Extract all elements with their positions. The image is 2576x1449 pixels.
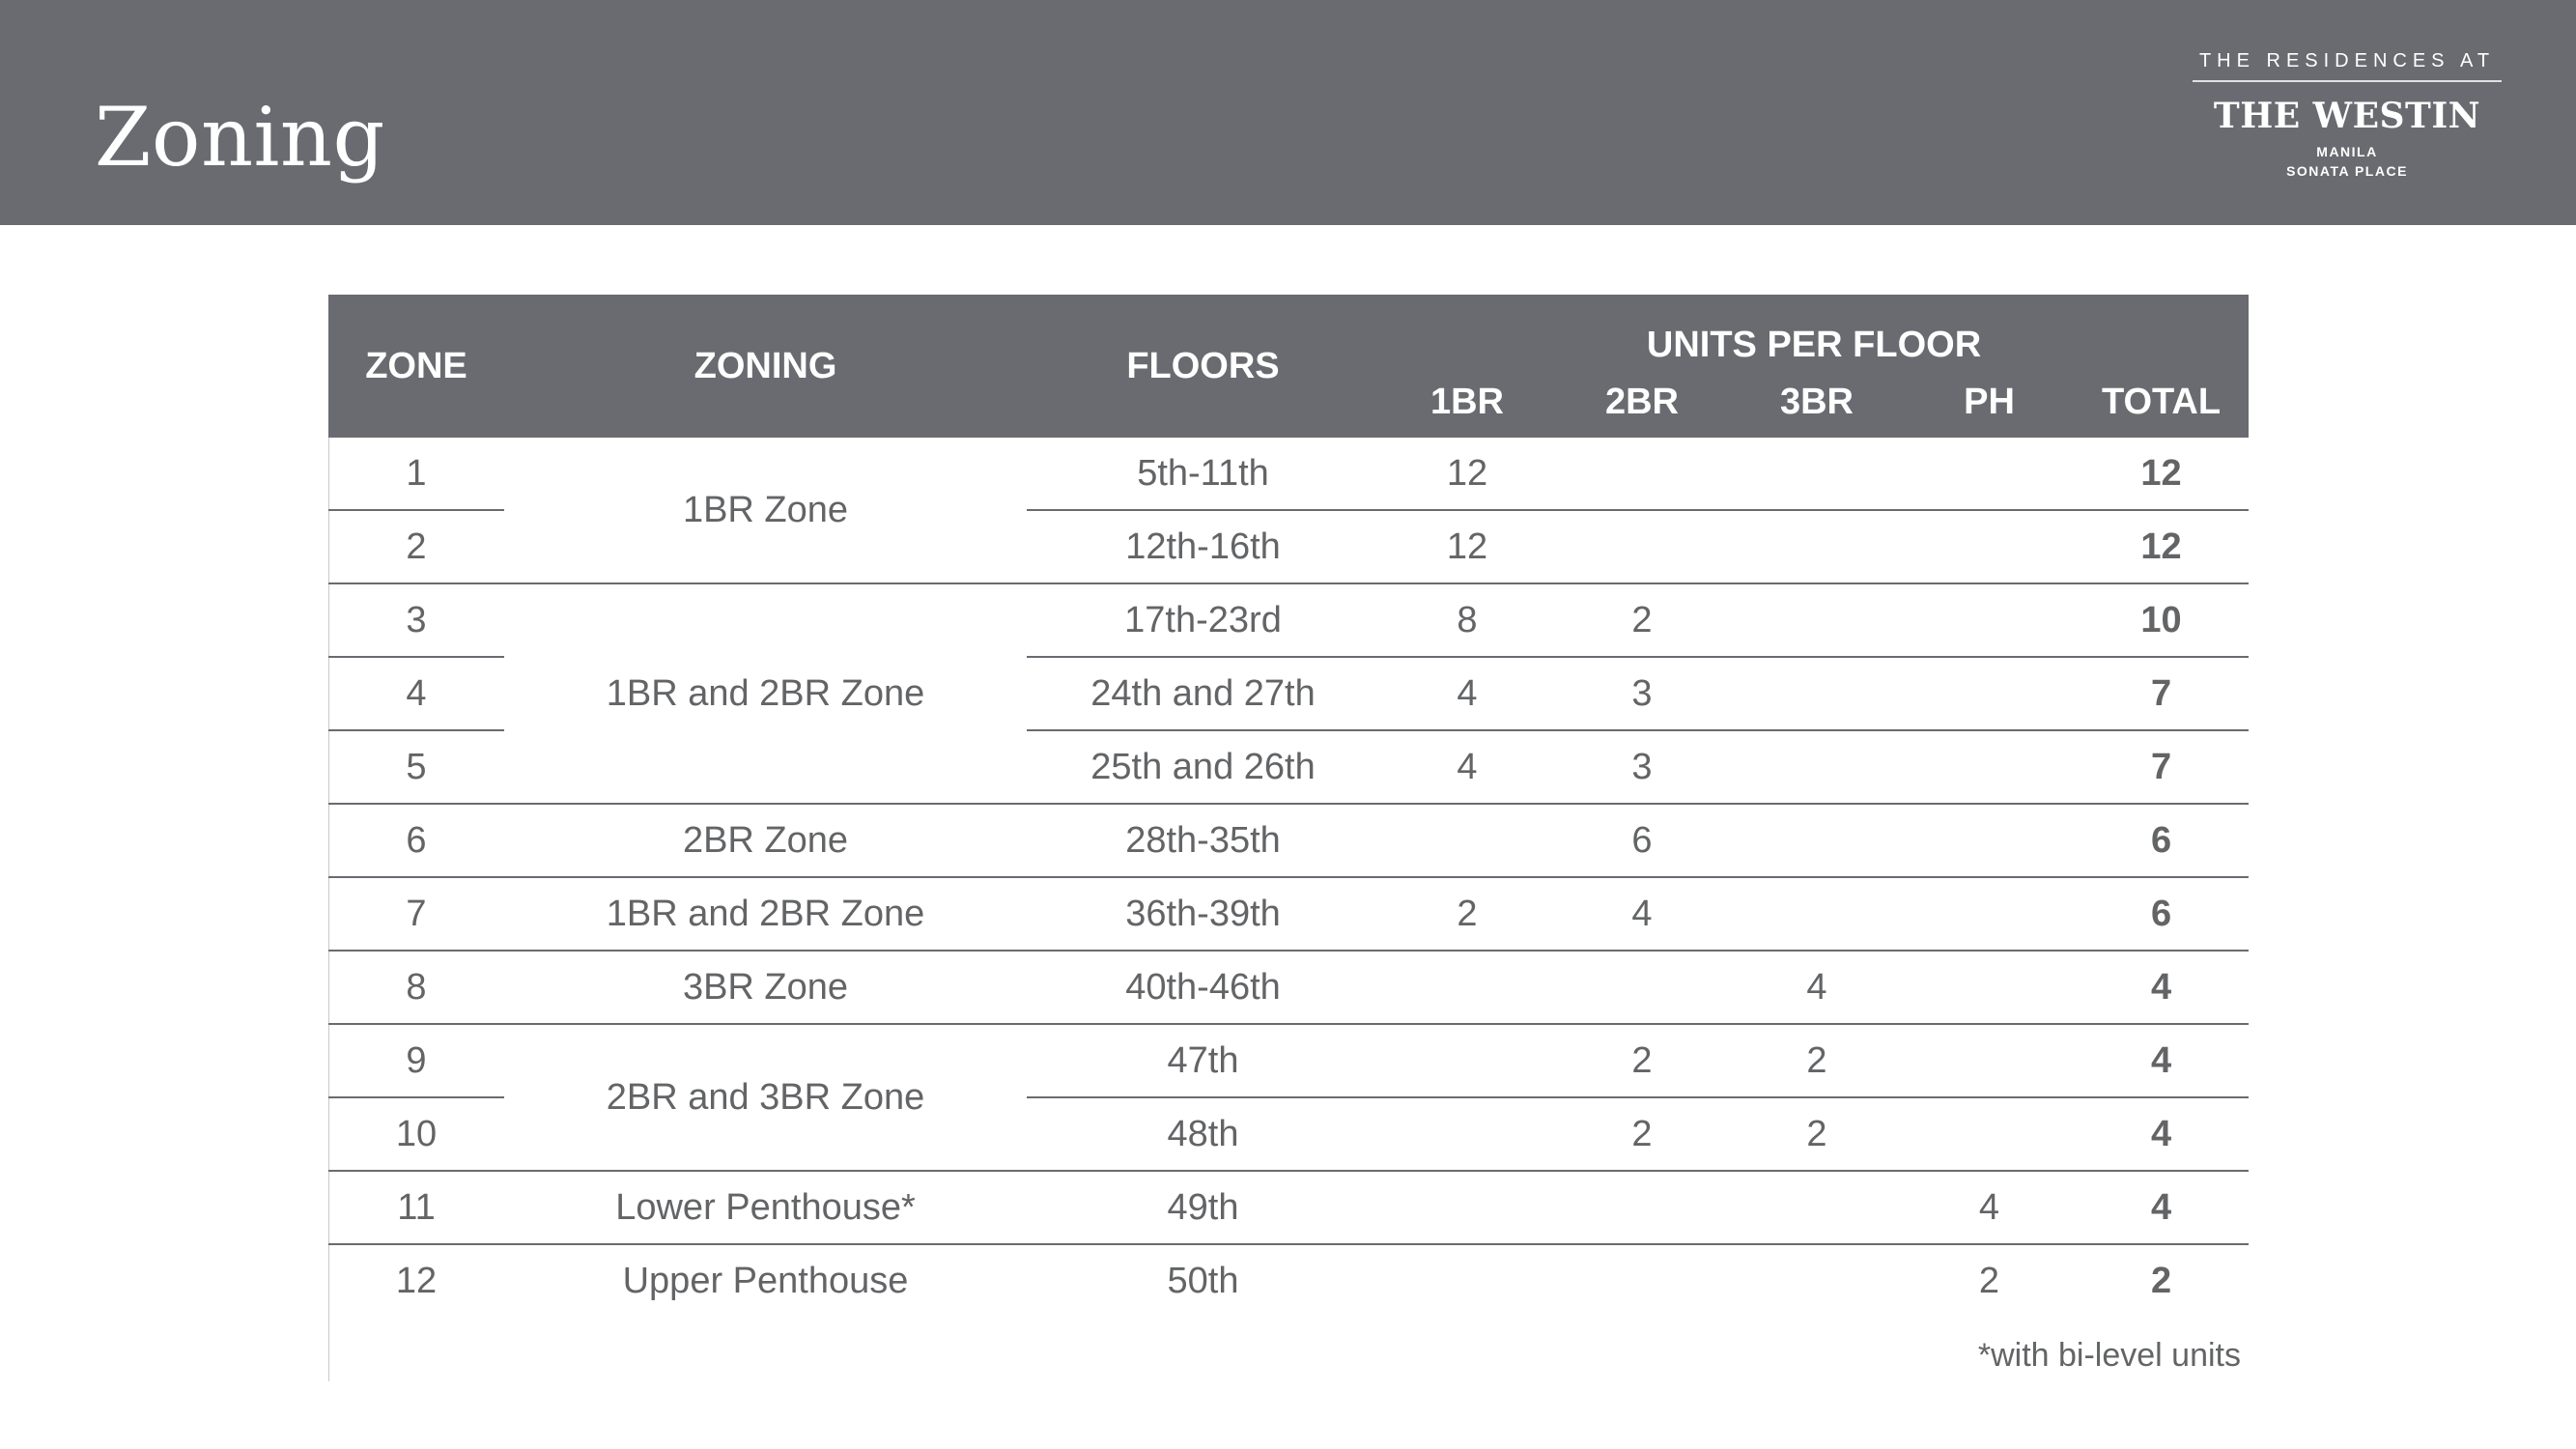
cell-ph	[1905, 804, 2074, 877]
cell-ph	[1905, 1097, 2074, 1171]
cell-zoning: Lower Penthouse*	[504, 1171, 1027, 1244]
logo-top-line: THE RESIDENCES AT	[2193, 50, 2502, 82]
cell-ph	[1905, 730, 2074, 804]
cell-ph: 2	[1978, 1260, 2000, 1301]
cell-1br	[1379, 951, 1555, 1024]
cell-3br: 2	[1729, 1024, 1905, 1097]
cell-2br	[1555, 1244, 1729, 1317]
cell-2br	[1555, 951, 1729, 1024]
cell-1br	[1379, 1171, 1555, 1244]
cell-2br: 3	[1555, 657, 1729, 730]
cell-floors: 5th-11th	[1027, 438, 1379, 510]
cell-ph	[1905, 1024, 2074, 1097]
cell-3br	[1729, 1244, 1905, 1317]
cell-zoning: 1BR Zone	[504, 438, 1027, 583]
cell-3br	[1729, 583, 1905, 657]
cell-2br: 2	[1555, 583, 1729, 657]
cell-1br: 2	[1379, 877, 1555, 951]
cell-1br: 12	[1379, 438, 1555, 510]
cell-total: 12	[2074, 510, 2249, 583]
cell-zone: 12	[395, 1260, 438, 1301]
page-title: Zoning	[95, 90, 385, 185]
cell-2br: 6	[1555, 804, 1729, 877]
cell-3br: 4	[1729, 951, 1905, 1024]
cell-total: 4	[2074, 1024, 2249, 1097]
cell-3br: 2	[1729, 1097, 1905, 1171]
cell-floors: 12th-16th	[1027, 510, 1379, 583]
cell-zoning: 3BR Zone	[504, 951, 1027, 1024]
cell-2br: 3	[1555, 730, 1729, 804]
header-ph: PH	[1905, 366, 2074, 438]
zoning-table	[328, 295, 2249, 1317]
cell-zone: 4	[328, 657, 504, 730]
cell-2br	[1555, 438, 1729, 510]
cell-2br: 2	[1555, 1097, 1729, 1171]
cell-1br	[1379, 1097, 1555, 1171]
table-row	[328, 1244, 2249, 1317]
cell-1br: 4	[1379, 730, 1555, 804]
cell-floors: 24th and 27th	[1027, 657, 1379, 730]
cell-zone: 6	[328, 804, 504, 877]
cell-total: 4	[2074, 951, 2249, 1024]
header-2br: 2BR	[1555, 366, 1729, 438]
cell-3br	[1729, 1171, 1905, 1244]
cell-zoning: 1BR and 2BR Zone	[504, 583, 1027, 804]
cell-zone: 1	[328, 438, 504, 510]
cell-1br	[1379, 804, 1555, 877]
cell-floors: 17th-23rd	[1027, 583, 1379, 657]
cell-total: 4	[2074, 1097, 2249, 1171]
table-row	[328, 1024, 2249, 1097]
cell-ph	[1905, 951, 2074, 1024]
header-total: TOTAL	[2074, 366, 2249, 438]
cell-floors: 47th	[1027, 1024, 1379, 1097]
cell-1br: 12	[1379, 510, 1555, 583]
table-row	[328, 951, 2249, 1024]
logo-place: SONATA PLACE	[2286, 163, 2408, 179]
cell-2br: 4	[1555, 877, 1729, 951]
cell-2br	[1555, 1171, 1729, 1244]
cell-zone: 7	[328, 877, 504, 951]
cell-3br	[1729, 438, 1905, 510]
cell-ph	[1905, 438, 2074, 510]
cell-zone: 11	[328, 1171, 504, 1244]
cell-1br	[1379, 1244, 1555, 1317]
cell-zone: 5	[328, 730, 504, 804]
cell-ph	[1905, 583, 2074, 657]
cell-floors: 25th and 26th	[1027, 730, 1379, 804]
cell-zoning: Upper Penthouse	[622, 1260, 909, 1301]
table-row	[328, 804, 2249, 877]
cell-ph: 4	[1905, 1171, 2074, 1244]
cell-3br	[1729, 510, 1905, 583]
header-zoning: ZONING	[504, 295, 1027, 438]
cell-3br	[1729, 804, 1905, 877]
header-units-per-floor: UNITS PER FLOOR	[1379, 295, 2249, 366]
cell-2br	[1555, 510, 1729, 583]
cell-floors: 48th	[1027, 1097, 1379, 1171]
cell-zoning: 2BR and 3BR Zone	[504, 1024, 1027, 1171]
cell-total: 7	[2074, 730, 2249, 804]
cell-zoning: 1BR and 2BR Zone	[504, 877, 1027, 951]
table-row	[328, 583, 2249, 657]
cell-total: 10	[2074, 583, 2249, 657]
cell-zone: 8	[328, 951, 504, 1024]
logo-name: THE WESTIN	[2213, 96, 2481, 136]
cell-3br	[1729, 877, 1905, 951]
cell-ph	[1905, 877, 2074, 951]
cell-floors: 49th	[1027, 1171, 1379, 1244]
cell-total: 7	[2074, 657, 2249, 730]
table-row	[328, 877, 2249, 951]
cell-1br	[1379, 1024, 1555, 1097]
cell-zoning: 2BR Zone	[504, 804, 1027, 877]
cell-total: 6	[2074, 804, 2249, 877]
cell-floors: 40th-46th	[1027, 951, 1379, 1024]
cell-zone: 3	[328, 583, 504, 657]
header-floors: FLOORS	[1027, 295, 1379, 438]
cell-1br: 4	[1379, 657, 1555, 730]
cell-3br	[1729, 657, 1905, 730]
logo-city: MANILA	[2316, 144, 2378, 159]
cell-total: 6	[2074, 877, 2249, 951]
cell-floors: 36th-39th	[1027, 877, 1379, 951]
table-row	[328, 1171, 2249, 1244]
cell-floors: 28th-35th	[1027, 804, 1379, 877]
header-bar	[0, 0, 2576, 225]
cell-floors: 50th	[1167, 1260, 1239, 1301]
cell-1br: 8	[1379, 583, 1555, 657]
cell-total: 4	[2074, 1171, 2249, 1244]
header-3br: 3BR	[1729, 366, 1905, 438]
cell-total: 2	[2150, 1260, 2172, 1301]
footnote: *with bi-level units	[1977, 1337, 2241, 1374]
cell-2br: 2	[1555, 1024, 1729, 1097]
cell-zone: 2	[328, 510, 504, 583]
westin-logo	[2193, 50, 2502, 179]
cell-zone: 9	[328, 1024, 504, 1097]
cell-3br	[1729, 730, 1905, 804]
header-1br: 1BR	[1379, 366, 1555, 438]
cell-zone: 10	[328, 1097, 504, 1171]
table-row	[328, 438, 2249, 510]
cell-total: 12	[2074, 438, 2249, 510]
cell-ph	[1905, 657, 2074, 730]
header-zone: ZONE	[328, 295, 504, 438]
cell-ph	[1905, 510, 2074, 583]
